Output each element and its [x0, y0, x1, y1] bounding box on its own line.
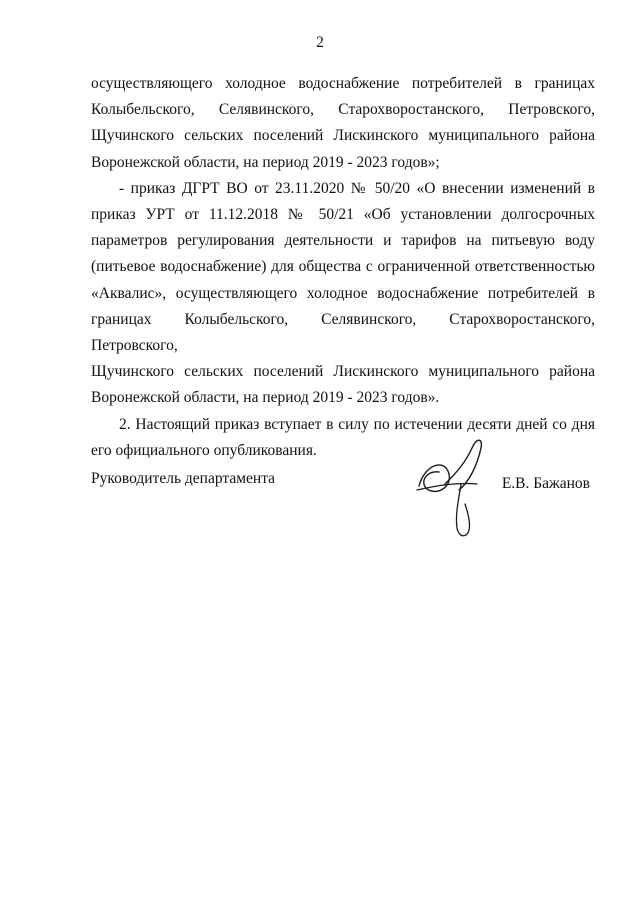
page-number: 2	[316, 34, 324, 51]
body-line: Щучинского сельских поселений Лискинского муниципального района	[91, 127, 595, 145]
body-line: - приказ ДГРТ ВО от 23.11.2020 № 50/20 «О внесении изменений в	[119, 179, 595, 197]
body-line: границах Колыбельского, Селявинского, Старохворостанского, Петровского,	[91, 310, 595, 355]
document-body	[91, 71, 595, 464]
body-line: Воронежской области, на период 2019 - 2023 годов»;	[91, 153, 440, 171]
body-line: приказ УРТ от 11.12.2018 № 50/21 «Об установлении долгосрочных	[91, 206, 595, 224]
body-line: «Аквалис», осуществляющего холодное водоснабжение потребителей в	[91, 284, 595, 302]
signature-stroke	[445, 440, 481, 490]
body-line: параметров регулирования деятельности и тарифов на питьевую воду	[91, 232, 595, 250]
signature-stroke	[456, 484, 469, 536]
body-line: Щучинского сельских поселений Лискинского муниципального района	[91, 363, 595, 381]
body-line: (питьевое водоснабжение) для общества с ограниченной ответственностью	[91, 258, 595, 276]
signer-title: Руководитель департамента	[91, 470, 276, 487]
signature-block	[91, 470, 595, 500]
body-line: его официального опубликования.	[91, 441, 317, 459]
handwritten-signature	[415, 434, 505, 544]
body-line: 2. Настоящий приказ вступает в силу по истечении десяти дней со дня	[119, 415, 595, 433]
signature-stroke	[419, 465, 449, 491]
body-line: осуществляющего холодное водоснабжение потребителей в границах	[91, 75, 595, 92]
body-line: Воронежской области, на период 2019 - 2023 годов».	[91, 389, 440, 407]
signer-name: Е.В. Бажанов	[501, 475, 590, 492]
body-line: Колыбельского, Селявинского, Старохворостанского, Петровского,	[91, 101, 595, 119]
